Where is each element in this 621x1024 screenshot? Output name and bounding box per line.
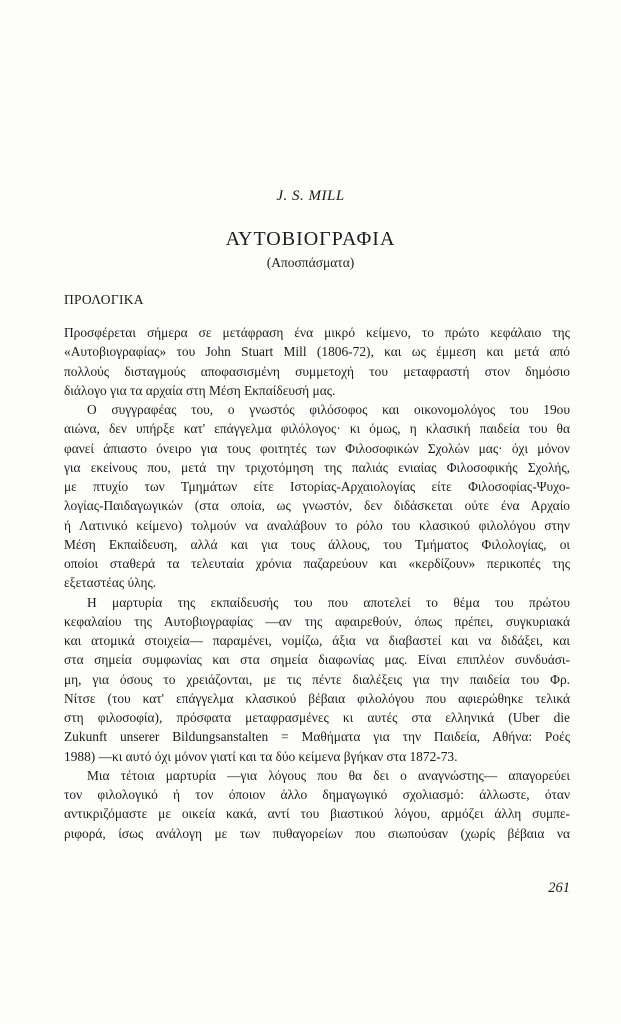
text-line: και ατομικά στοιχεία— παραμένει, νομίζω, άξια να διαβαστεί και να διδάξει, και [64, 633, 570, 648]
author-name: J. S. MILL [276, 188, 345, 204]
text-line: 1988) —κι αυτό όχι μόνον γιατί και τα δύο κείμενα βγήκαν στα 1872-73. [64, 748, 458, 764]
text-line: με πτυχίο των Τμημάτων είτε Ιστορίας-Αρχαιολογίας είτε Φιλοσοφίας-Ψυχο- [64, 479, 570, 494]
text-line: ή Λατινικό κείμενο) τολμούν να αναλάβουν το ρόλο του κλασικού φιλολόγου στην [64, 517, 570, 533]
text-line: αιώνα, δεν υπήρξε κατ' επάγγελμα φιλόλογος· κι όμως, η κλασική παιδεία του θα [64, 421, 570, 437]
text-line: αντικριζόμαστε με οικεία κακά, αντί του βιαστικού λόγου, αρμόζει άλλη συμπε- [64, 806, 570, 822]
section-heading: ΠΡΟΛΟΓΙΚΑ [64, 292, 144, 307]
text-line: τον φιλολογικό ή τον όποιον άλλο δημαγωγικό σχολιασμό: άλλωστε, όταν [64, 787, 570, 802]
text-line: στη φιλοσοφία), πρόσφατα μεταφρασμένες κι αυτές στα ελληνικά (Uber die [64, 710, 570, 725]
text-line: κεφαλαίου της Αυτοβιογραφίας —αν της αφαιρεθούν, όπως πρέπει, συγκυριακά [64, 613, 570, 629]
document-subtitle: (Αποσπάσματα) [266, 255, 355, 270]
page-number: 261 [548, 880, 570, 896]
text-line: Η μαρτυρία της εκπαίδευσής του που αποτελεί το θέμα του πρώτου [87, 594, 570, 610]
text-line: Ο συγγραφέας του, ο γνωστός φιλόσοφος και οικονομολόγος του 19ου [87, 402, 570, 417]
text-line: διάλογο για τα αρχαία στη Μέση Εκπαίδευσή μας. [64, 382, 336, 398]
text-line: στα σημεία συμφωνίας και στα σημεία διαφωνίας μας. Είναι επιπλέον συνδυάσι- [64, 652, 570, 668]
text-line: φανεί άπιαστο όνειρο για τους φοιτητές των Φιλοσοφικών Σχολών μας· όχι μόνον [64, 440, 570, 456]
text-line: οποίοι σταθερά τα τελευταία χρόνια παζαρεύουν και «κερδίζουν» περικοπές της [64, 556, 570, 571]
text-line: Μέση Εκπαίδευση, αλλά και για τους άλλους, του Τμήματος Φιλολογίας, οι [64, 536, 570, 552]
body-text [64, 323, 570, 843]
text-line: Μια τέτοια μαρτυρία —για λόγους που θα δει ο αναγνώστης— απαγορεύει [87, 767, 570, 783]
text-line: λογίας-Παιδαγωγικών (στα οποία, ως γνωστόν, δεν διδάσκεται ούτε ένα Αρχαίο [64, 498, 570, 514]
text-line: μη, για όσους το χρειάζονται, με τις πέντε διαλέξεις για την παιδεία του Φρ. [64, 671, 570, 687]
document-title: ΑΥΤΟΒΙΟΓΡΑΦΙΑ [225, 228, 396, 250]
text-line: ριφορά, ίσως ανάλογη με των πυθαγορείων που σιωπούσαν (χωρίς βέβαια να [64, 825, 570, 841]
text-line: «Αυτοβιογραφίας» του John Stuart Mill (1806-72), και ως έμμεση και μετά από [64, 344, 570, 360]
text-line: Προσφέρεται σήμερα σε μετάφραση ένα μικρό κείμενο, το πρώτο κεφάλαιο της [64, 325, 570, 340]
text-line: Νίτσε (του κατ' επάγγελμα κλασικού βέβαια φιλολόγου που αφιερώθηκε τελικά [64, 690, 570, 706]
text-line: εξεταστέας ύλης. [64, 575, 157, 591]
text-line: για εκείνους που, μετά την τριχοτόμηση της παλιάς ενιαίας Φιλοσοφικής Σχολής, [64, 459, 570, 475]
text-line: Zukunft unserer Bildungsanstalten = Μαθήματα για την Παιδεία, Αθήνα: Ροές [64, 729, 570, 745]
text-line: πολλούς δισταγμούς αποφασισμένη συμμετοχή του μεταφραστή στον δημόσιο [64, 363, 570, 379]
